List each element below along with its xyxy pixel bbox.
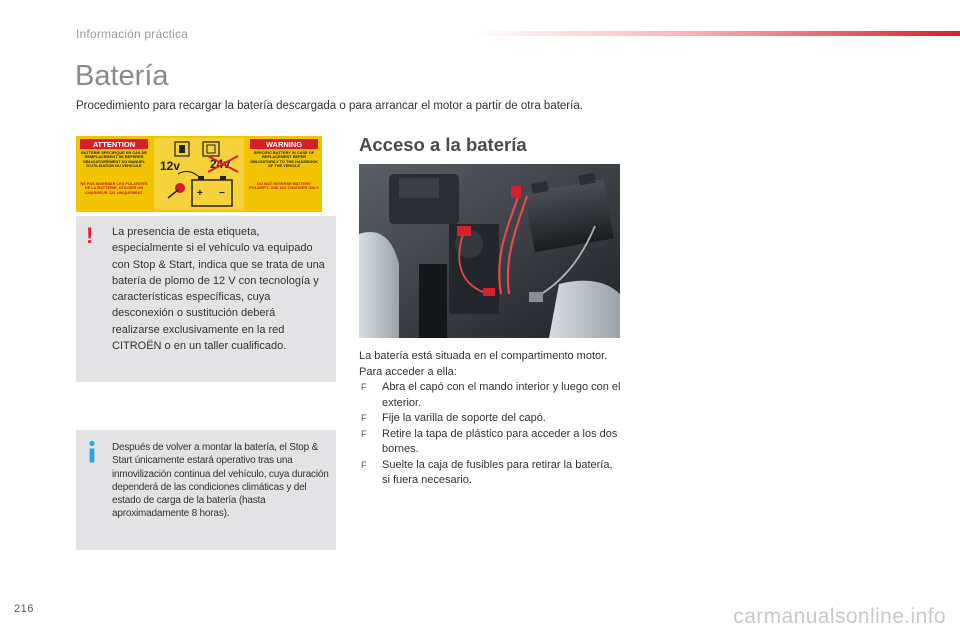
label-right-top-text: SPECIFIC BATTERY IN CASE OF REPLACEMENT REFER OBLIGATORILY TO THE HANDBOOK OF THE VEHICLE: [250, 151, 318, 169]
svg-text:−: −: [219, 188, 225, 199]
header-accent-bar: [470, 31, 960, 36]
svg-text:+: +: [197, 188, 203, 199]
list-item: F Retire la tapa de plástico para acceder a los dos bornes.: [361, 427, 618, 455]
battery-warning-label-image: [76, 136, 322, 212]
info-icon: [85, 440, 99, 464]
bullet-icon: F: [361, 413, 367, 423]
engine-compartment-photo: [359, 164, 620, 338]
label-12v-text: 12v: [160, 159, 181, 173]
intro-paragraph: Procedimiento para recargar la batería descargada o para arrancar el motor a partir de otra batería.: [76, 100, 583, 112]
warning-notice-box: [76, 216, 336, 382]
list-item: F Suelte la caja de fusibles para retirar la batería, si fuera necesario.: [361, 458, 613, 486]
label-24v-text: 24v: [210, 157, 231, 171]
access-steps-list: [359, 380, 621, 489]
access-instructions: [359, 349, 621, 489]
watermark-text: carmanualsonline.info: [733, 605, 946, 628]
access-lead-text: Para acceder a ella:: [359, 365, 457, 378]
info-notice-text: Después de volver a montar la batería, el Stop & Start únicamente estará operativo tras una inmovilización continua del vehículo, cuya duración dependerá de las condiciones climáticas y del estado de carga de la batería (hasta aproximadamente 8 horas).: [112, 442, 329, 520]
page-number: 216: [14, 603, 34, 615]
bullet-icon: F: [361, 428, 367, 439]
label-attention-heading: ATTENTION: [92, 140, 136, 149]
label-left-top-text: BATTERIE SPECIFIQUE EN CAS DE REMPLACEMENT SE REFERER OBLIGATOIREMENT AU MANUEL D'UTILISATION DU VEHICULE: [80, 151, 148, 169]
page-title: Batería: [75, 60, 169, 92]
info-notice-box: [76, 430, 336, 550]
label-right-bottom-text: DO NOT REVERSE BATTERY POLARITY, USE 12V CHARGER ONLY: [249, 182, 319, 191]
exclamation-icon: !: [86, 223, 94, 248]
bullet-icon: F: [361, 459, 367, 470]
list-item: F Abra el capó con el mando interior y luego con el exterior.: [361, 381, 621, 409]
label-warning-heading: WARNING: [265, 140, 303, 149]
label-left-bottom-text: NE PAS INVERSER LES POLARITES DE LA BATTERIE, UTILISER UN CHARGEUR 12V UNIQUEMENT: [80, 182, 148, 195]
bullet-icon: F: [361, 382, 367, 392]
section-title-access: Acceso a la batería: [359, 134, 527, 155]
list-item: F Fije la varilla de soporte del capó.: [359, 411, 621, 427]
section-label: Información práctica: [76, 27, 189, 41]
battery-location-text: La batería está situada en el compartimento motor.: [359, 350, 608, 362]
warning-notice-text: La presencia de esta etiqueta, especialmente si el vehículo va equipado con Stop & Start, indica que se trata de una batería de plomo de 12 V con tecnología y características específicas, cuya desconexión o sustitución deberá realizarse exclusivamente en la red CITROËN o en un taller cualificado.: [112, 226, 325, 353]
